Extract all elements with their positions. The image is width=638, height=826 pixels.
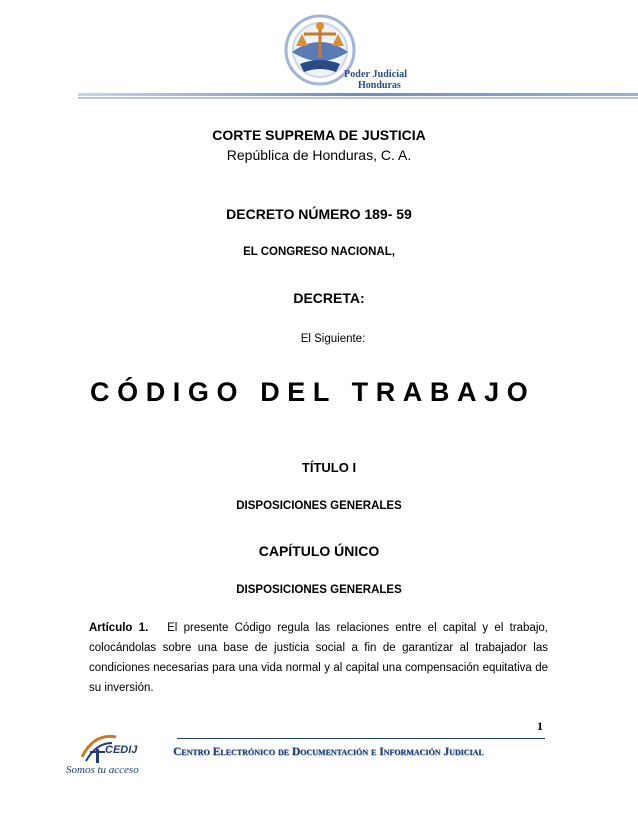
logo-line-2: Honduras — [358, 80, 401, 91]
title-heading: TÍTULO I — [301, 460, 357, 475]
title-subheading: DISPOSICIONES GENERALES — [236, 500, 402, 512]
cedij-tagline: Somos tu acceso — [66, 764, 139, 776]
header-rule — [78, 92, 638, 101]
republic-line: República de Honduras, C. A. — [226, 147, 412, 163]
decreta-heading: DECRETA: — [293, 290, 365, 306]
cedij-name: CEDIJ — [105, 744, 138, 756]
footer-rule — [177, 738, 545, 739]
decree-number: DECRETO NÚMERO 189- 59 — [226, 206, 412, 222]
chapter-heading: CAPÍTULO ÚNICO — [258, 543, 380, 559]
siguiente-line: El Siguiente: — [300, 333, 366, 345]
footer-center-name: Centro Electrónico de Documentación e Información Judicial — [173, 746, 484, 758]
logo-line-1: Poder Judicial — [344, 69, 408, 80]
congress-line: EL CONGRESO NACIONAL, — [243, 246, 395, 258]
code-title: CÓDIGO DEL TRABAJO — [90, 377, 536, 407]
chapter-subheading: DISPOSICIONES GENERALES — [236, 584, 402, 596]
court-heading: CORTE SUPREMA DE JUSTICIA — [212, 127, 426, 143]
article-text: El presente Código regula las relaciones entre el capital y el trabajo, colocándolas sobre una base de justicia social a fin de garantizar al trabajador las condiciones necesarias para una vida normal y al capital una compensación equitativa de su inversión. — [89, 622, 548, 694]
article-label: Artículo 1. — [89, 622, 149, 634]
page-number: 1 — [537, 719, 543, 733]
article-1 — [89, 618, 548, 698]
